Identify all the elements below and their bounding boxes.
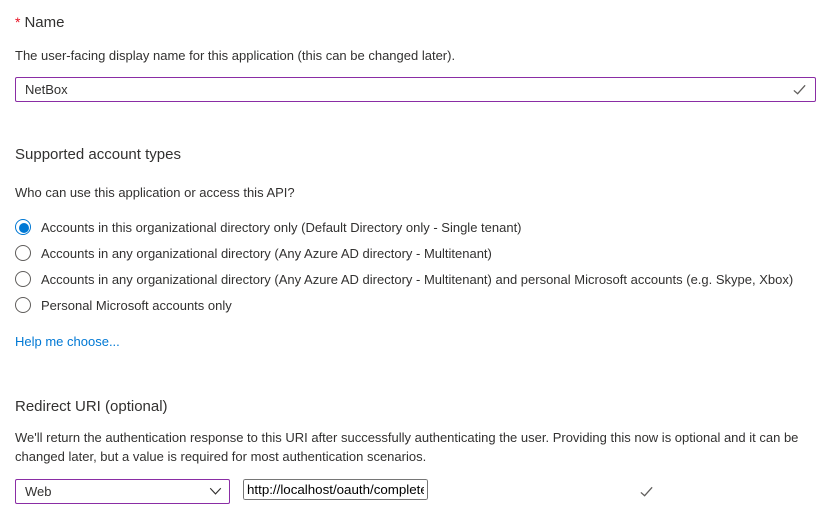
radio-multitenant[interactable]	[15, 240, 816, 266]
radio-button-icon[interactable]	[15, 271, 31, 287]
platform-select[interactable]	[15, 479, 230, 504]
required-asterisk: *	[15, 14, 21, 30]
radio-button-icon[interactable]	[15, 297, 31, 313]
name-section-title	[15, 12, 816, 33]
radio-single-tenant[interactable]	[15, 214, 816, 240]
name-input[interactable]	[15, 77, 816, 102]
redirect-uri-description: We'll return the authentication response to this URI after successfully authenticating the user. Providing this now is optional and it can be changed later, but a value is required for most authentication scenarios.	[15, 430, 799, 464]
account-types-question: Who can use this application or access this API?	[15, 185, 295, 200]
name-title-text: Name	[24, 14, 65, 31]
platform-select-container	[15, 479, 230, 504]
radio-button-icon[interactable]	[15, 219, 31, 235]
radio-multitenant-label: Accounts in any organizational directory (Any Azure AD directory - Multitenant)	[41, 245, 492, 261]
help-me-choose-link[interactable]: Help me choose...	[15, 334, 120, 349]
name-input-container	[15, 77, 816, 102]
radio-multitenant-personal-label: Accounts in any organizational directory (Any Azure AD directory - Multitenant) and personal Microsoft accounts (e.g. Skype, Xbox)	[41, 271, 794, 287]
redirect-uri-controls	[15, 479, 816, 504]
redirect-uri-input[interactable]	[243, 479, 428, 500]
platform-select-value: Web	[25, 484, 52, 499]
radio-button-icon[interactable]	[15, 245, 31, 261]
radio-single-tenant-label: Accounts in this organizational directory only (Default Directory only - Single tenant)	[41, 219, 522, 235]
radio-multitenant-personal[interactable]	[15, 266, 816, 292]
radio-personal-only[interactable]	[15, 292, 816, 318]
radio-personal-only-label: Personal Microsoft accounts only	[41, 297, 232, 313]
account-types-section-title: Supported account types	[15, 146, 181, 163]
redirect-uri-input-container	[243, 479, 663, 504]
account-types-radio-group	[15, 214, 816, 318]
redirect-uri-section-title: Redirect URI (optional)	[15, 398, 168, 415]
valid-check-icon	[639, 484, 654, 499]
name-description: The user-facing display name for this application (this can be changed later).	[15, 48, 456, 63]
